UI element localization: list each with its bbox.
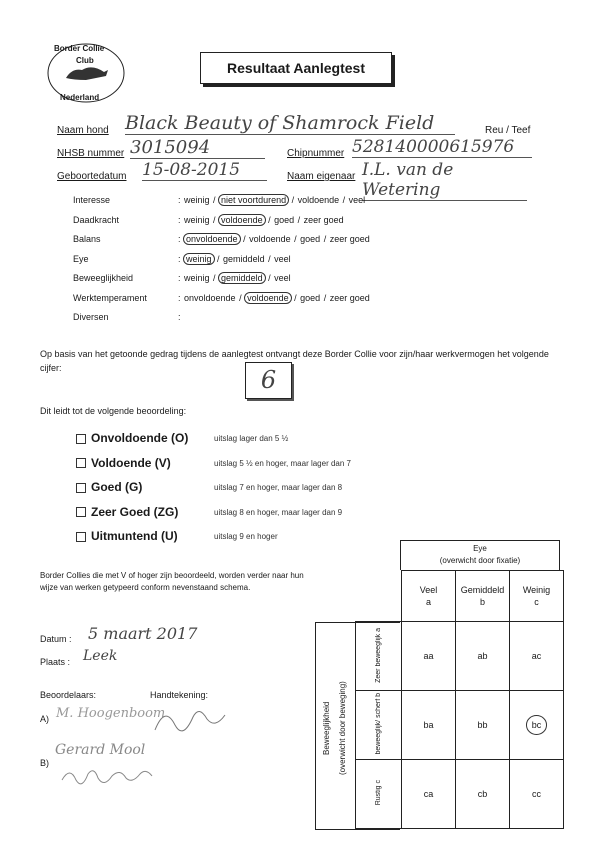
criteria-option: veel [274,273,291,283]
criteria-options: : weinig / gemiddeld / veel [178,273,291,283]
grade-label: Uitmuntend (U) [91,529,178,543]
criteria-option-selected: gemiddeld [218,272,266,284]
assessor-a-name: M. Hoogenboom [56,706,166,721]
checkbox-icon [76,458,86,468]
type-matrix [355,570,564,829]
criteria-option: goed [300,234,321,244]
grade-option [76,505,178,519]
criteria-options: : weinig / voldoende / goed / zeer goed [178,214,344,225]
signature-b [58,760,178,790]
club-logo [44,40,128,106]
cell-code: ab [477,651,488,661]
movement-title: Beweeglijkheid [322,701,331,755]
criteria-option-selected: voldoende [218,214,266,226]
matrix-col-header [456,571,510,622]
place-value: Leek [83,648,118,664]
assessor-b-label: B) [40,758,49,768]
matrix-cell [402,691,456,760]
cell-code: cb [477,789,488,799]
grade-option [76,456,171,470]
signature-a [150,700,230,740]
criteria-options: : [178,312,181,322]
assessor-b-name: Gerard Mool [55,742,146,758]
criteria-option-selected: weinig [183,253,215,265]
criteria-option: weinig [184,214,210,225]
criteria-option: goed [274,214,295,225]
criteria-name: Interesse [73,195,111,205]
criteria-option-selected: voldoende [244,292,292,304]
matrix-cell [402,622,456,691]
grade-option [76,431,188,445]
grade-option [76,480,142,494]
logo-line1: Border Collie [54,44,105,53]
criteria-option: veel [274,253,291,264]
col-code: c [534,597,539,607]
eye-subtitle: (overwicht door fixatie) [439,556,521,565]
sex-label: Reu / Teef [485,125,531,136]
date-label: Datum : [40,634,72,644]
criteria-name: Eye [73,253,89,264]
criteria-name: Balans [73,234,101,244]
cell-code: bc [526,715,548,735]
grade-label: Voldoende (V) [91,455,171,470]
criteria-option: weinig [184,273,210,283]
matrix-col-header [402,571,456,622]
criteria-options: : onvoldoende / voldoende / goed / zeer goed [178,234,370,244]
matrix-cell [456,622,510,691]
cell-code: ba [423,720,434,730]
signature-label: Handtekening: [150,690,209,700]
criteria-option: voldoende [297,195,340,205]
matrix-corner [356,571,402,622]
cell-code: ca [423,789,434,799]
grade-description: uitslag 5 ½ en hoger, maar lager dan 7 [214,458,351,468]
checkbox-icon [76,532,86,542]
col-code: b [479,597,485,607]
criteria-option: weinig [184,195,210,205]
criteria-option: gemiddeld [223,253,265,264]
criteria-option: goed [300,292,321,303]
row-code: c [375,780,382,784]
date-value: 5 maart 2017 [88,624,198,643]
criteria-option-selected: onvoldoende [183,233,241,245]
grade-option [76,529,178,543]
matrix-row-header [356,622,402,691]
criteria-option: zeer goed [329,292,370,303]
checkbox-icon [76,434,86,444]
score-value: 6 [260,366,277,394]
criteria-option: zeer goed [303,214,344,225]
grade-label: Goed (G) [91,480,143,494]
checkbox-icon [76,483,86,493]
score-text: Op basis van het getoonde gedrag tijdens de aanlegtest ontvangt deze Border Collie voor zijn/haar werkvermogen het volgende cijfer: [40,349,549,373]
criteria-option-selected: niet voortdurend [218,194,289,206]
dog-name-value: Black Beauty of Shamrock Field [125,112,455,135]
eye-title: Eye [473,544,487,553]
criteria-option: zeer goed [329,234,370,244]
title-text: Resultaat Aanlegtest [227,60,365,76]
cell-code: cc [532,789,541,799]
grade-label: Zeer Goed (ZG) [91,504,179,519]
row-code: a [375,627,382,632]
row-name: beweeglijk/ scherf [375,699,382,755]
row-name: Rustig [375,785,382,806]
eye-header [400,540,560,570]
owner-value: I.L. van de Wetering [362,160,527,201]
criteria-option: veel [348,195,366,205]
chip-label: Chipnummer [287,148,345,159]
matrix-cell [456,760,510,829]
place-label: Plaats : [40,657,71,667]
col-name: Weinig [522,585,551,595]
cell-code: bb [477,720,488,730]
criteria-options: : onvoldoende / voldoende / goed / zeer goed [178,292,370,303]
assessors-label: Beoordelaars: [40,690,97,700]
nhsb-value: 3015094 [130,137,265,159]
matrix-cell [402,760,456,829]
criteria-name: Daadkracht [73,214,120,225]
criteria-option: voldoende [249,234,291,244]
matrix-cell [510,622,564,691]
criteria-options: : weinig / niet voortdurend / voldoende / veel [178,195,366,205]
matrix-col-header [510,571,564,622]
matrix-cell [510,760,564,829]
grade-description: uitslag 8 en hoger, maar lager dan 9 [214,507,343,517]
checkbox-icon [76,507,86,517]
col-code: a [425,597,431,607]
owner-label: Naam eigenaar [287,171,356,182]
matrix-cell-selected [510,691,564,760]
nhsb-label: NHSB nummer [57,148,125,159]
logo-line3: Nederland [60,93,100,102]
dob-label: Geboortedatum [57,171,127,182]
grade-description: uitslag lager dan 5 ½ [214,434,289,443]
dog-name-label: Naam hond [57,125,109,136]
dob-value: 15-08-2015 [142,160,267,181]
cell-code: aa [423,651,434,661]
row-code: b [375,693,382,698]
criteria-option: onvoldoende [184,292,236,303]
chip-value: 528140000615976 [352,137,532,158]
criteria-name: Werktemperament [73,292,147,303]
grade-description: uitslag 9 en hoger [214,532,278,541]
criteria-options: : weinig / gemiddeld / veel [178,253,291,264]
movement-subtitle: (overwicht door beweging) [338,681,347,775]
matrix-row-header [356,760,402,829]
col-name: Gemiddeld [460,585,505,595]
note-text: Border Collies die met V of hoger zijn beoordeeld, worden verder naar hun wijze van werken getypeerd conform nevenstaand schema. [40,571,304,592]
matrix-cell [456,691,510,760]
logo-line2: Club [76,56,94,65]
matrix-row-header [356,691,402,760]
grade-label: Onvoldoende (O) [91,431,189,445]
row-name: Zeer beweeglijk [375,633,382,683]
score-box [245,362,292,399]
col-name: Veel [419,585,438,595]
cell-code: ac [531,651,542,661]
grade-description: uitslag 7 en hoger, maar lager dan 8 [214,483,343,492]
criteria-name: Beweeglijkheid [73,273,134,283]
criteria-name: Diversen [73,312,109,322]
page-title [200,52,392,84]
assessor-a-label: A) [40,714,49,724]
assessment-intro: Dit leidt tot de volgende beoordeling: [40,406,187,416]
